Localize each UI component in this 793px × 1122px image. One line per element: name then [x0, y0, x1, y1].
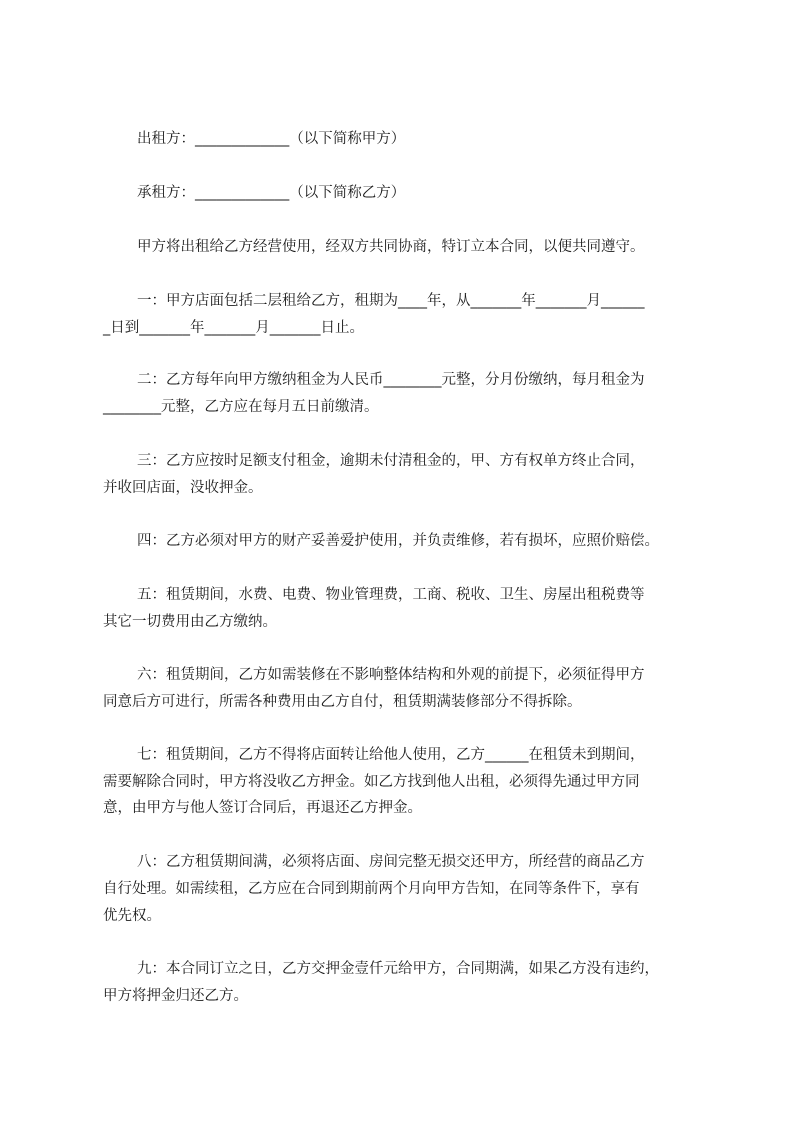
clause-5-line-1: 五：租赁期间，水费、电费、物业管理费，工商、税收、卫生、房屋出租税费等	[137, 587, 645, 603]
lessor-line: 出租方：_____________（以下简称甲方）	[137, 131, 406, 147]
clause-7-line-1: 七：租赁期间，乙方不得将店面转让给他人使用，乙方______在租赁未到期间，	[137, 747, 645, 763]
clause-8-line-3: 优先权。	[103, 908, 161, 924]
clause-8-line-2: 自行处理。如需续租，乙方应在合同到期前两个月向甲方告知，在同等条件下，享有	[103, 881, 640, 897]
clause-7-line-3: 意，由甲方与他人签订合同后，再退还乙方押金。	[103, 800, 422, 816]
lessee-line: 承租方：_____________（以下简称乙方）	[137, 185, 406, 201]
clause-9-line-1: 九：本合同订立之日，乙方交押金壹仟元给甲方，合同期满，如果乙方没有违约，	[137, 961, 659, 977]
clause-3-line-1: 三：乙方应按时足额支付租金，逾期未付清租金的，甲、方有权单方终止合同，	[137, 453, 645, 469]
clause-1-line-2: _日到_______年_______月_______日止。	[103, 320, 364, 336]
intro-paragraph: 甲方将出租给乙方经营使用，经双方共同协商，特订立本合同，以便共同遵守。	[137, 239, 645, 255]
clause-7-line-2: 需要解除合同时，甲方将没收乙方押金。如乙方找到他人出租，必须得先通过甲方同	[103, 774, 640, 790]
clause-6-line-2: 同意后方可进行，所需各种费用由乙方自付，租赁期满装修部分不得拆除。	[103, 694, 582, 710]
clause-2-line-1: 二：乙方每年向甲方缴纳租金为人民币________元整，分月份缴纳，每月租金为	[137, 372, 645, 388]
clause-8-line-1: 八：乙方租赁期间满，必须将店面、房间完整无损交还甲方，所经营的商品乙方	[137, 854, 645, 870]
clause-9-line-2: 甲方将押金归还乙方。	[103, 988, 248, 1004]
clause-5-line-2: 其它一切费用由乙方缴纳。	[103, 614, 277, 630]
clause-1-line-1: 一：甲方店面包括二层租给乙方，租期为____年，从_______年_______月______	[137, 293, 645, 309]
clause-2-line-2: ________元整，乙方应在每月五日前缴清。	[103, 399, 379, 415]
clause-6-line-1: 六：租赁期间，乙方如需装修在不影响整体结构和外观的前提下，必须征得甲方	[137, 667, 645, 683]
clause-3-line-2: 并收回店面，没收押金。	[103, 480, 263, 496]
clause-4-line-1: 四：乙方必须对甲方的财产妥善爱护使用，并负责维修，若有损坏，应照价赔偿。	[137, 533, 659, 549]
